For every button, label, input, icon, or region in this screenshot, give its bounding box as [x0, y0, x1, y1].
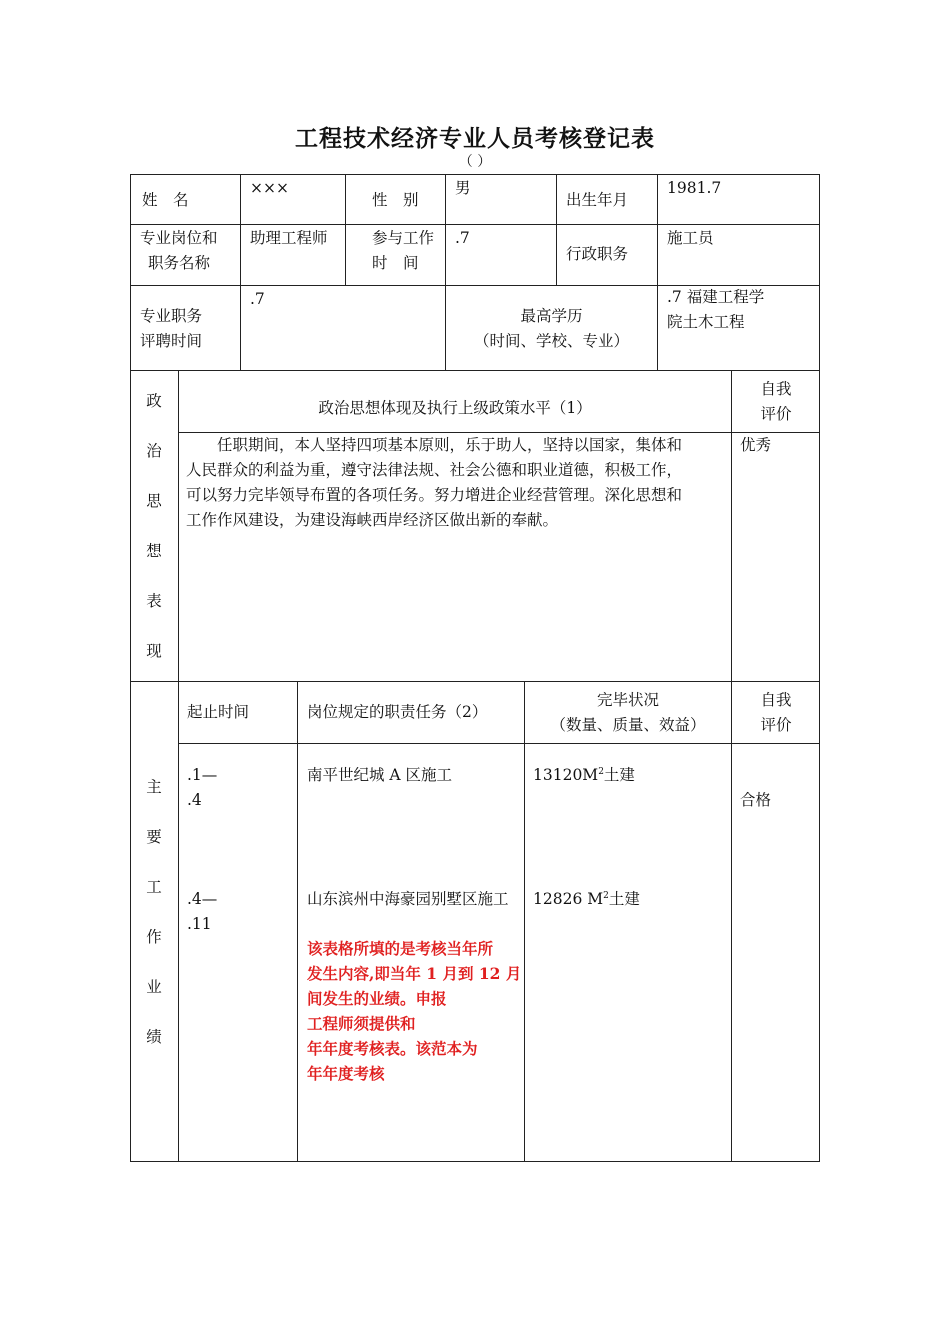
work-row-task: 山东滨州中海豪园别墅区施工	[307, 890, 509, 908]
political-side-char: 思	[146, 492, 162, 510]
work-row-task: 南平世纪城 A 区施工	[307, 766, 453, 784]
work-self-label-line1: 自我	[760, 691, 792, 709]
work-side-char: 要	[146, 828, 162, 846]
col-header-status-line1: 完毕状况	[596, 691, 659, 709]
political-header: 政治思想体现及执行上级政策水平（1）	[318, 399, 592, 417]
note-line: 发生内容,即当年 1 月到 12 月	[307, 964, 522, 983]
political-self-label-line2: 评价	[760, 405, 792, 423]
political-side-char: 现	[146, 642, 162, 660]
status-value: 12826 M	[533, 890, 604, 908]
work-start-label-line2: 时 间	[372, 254, 419, 272]
work-row-time-start: .1—	[187, 766, 218, 784]
work-row-status	[533, 887, 640, 912]
work-side-char: 工	[146, 878, 162, 896]
col-divider	[657, 285, 658, 370]
table-border-bottom	[130, 1161, 820, 1162]
name-label: 姓 名	[142, 191, 189, 209]
col-divider	[524, 681, 525, 1162]
work-row-time-end: .4	[187, 791, 202, 809]
note-line: 年年度考核	[307, 1064, 385, 1083]
row-divider	[130, 681, 820, 682]
gender-label: 性 别	[372, 191, 419, 209]
work-side-char: 业	[146, 978, 162, 996]
col-header-time: 起止时间	[187, 703, 250, 721]
col-divider	[345, 174, 346, 285]
political-side-char: 表	[146, 592, 162, 610]
birth-value: 1981.7	[667, 179, 722, 197]
assessment-table	[130, 174, 820, 1162]
gender-value: 男	[455, 179, 471, 197]
document-title: 工程技术经济专业人员考核登记表	[295, 125, 655, 152]
hire-label-line2: 评聘时间	[140, 332, 203, 350]
col-divider	[297, 681, 298, 1162]
col-divider	[240, 174, 241, 370]
edu-label-line2: （时间、学校、专业）	[473, 332, 629, 350]
work-side-char: 绩	[146, 1028, 162, 1046]
political-self-label-line1: 自我	[760, 380, 792, 398]
post-value: 助理工程师	[250, 229, 328, 247]
table-border-top	[130, 174, 820, 175]
status-unit-superscript: 2	[603, 890, 609, 901]
name-value: ×××	[250, 179, 289, 197]
political-text-line: 工作作风建设，为建设海峡西岸经济区做出新的奉献。	[186, 511, 559, 529]
col-header-status-line2: （数量、质量、效益）	[550, 716, 706, 734]
table-border-left	[130, 174, 131, 1162]
work-start-label-line1: 参与工作	[372, 229, 435, 247]
work-row-time-end: .11	[187, 915, 212, 933]
political-side-char: 治	[146, 442, 162, 460]
table-border-right	[819, 174, 820, 1162]
col-divider	[731, 370, 732, 1162]
document-subtitle: （ ）	[458, 154, 492, 170]
political-rating: 优秀	[740, 436, 772, 454]
edu-label-line1: 最高学历	[520, 307, 583, 325]
status-type: 土建	[608, 890, 640, 908]
post-label-line2: 职务名称	[148, 254, 211, 272]
birth-label: 出生年月	[566, 191, 629, 209]
work-row-status	[533, 763, 635, 788]
political-text-line: 可以努力完毕领导布置的各项任务。努力增进企业经营管理。深化思想和	[186, 486, 683, 504]
political-side-char: 想	[146, 542, 162, 560]
admin-value: 施工员	[667, 229, 714, 247]
col-divider	[556, 174, 557, 285]
row-divider	[178, 743, 820, 744]
note-line: 年年度考核表。该范本为	[307, 1039, 478, 1058]
note-line: 间发生的业绩。申报	[307, 989, 447, 1008]
note-line: 工程师须提供和	[307, 1014, 416, 1033]
col-divider	[657, 174, 658, 285]
admin-label: 行政职务	[566, 245, 629, 263]
political-side-char: 政	[146, 392, 162, 410]
work-side-char: 主	[146, 778, 162, 796]
work-self-label-line2: 评价	[760, 716, 792, 734]
work-side-char: 作	[146, 928, 162, 946]
hire-label-line1: 专业职务	[140, 307, 203, 325]
work-rating: 合格	[740, 791, 772, 809]
political-text-line: 任职期间，本人坚持四项基本原则，乐于助人，坚持以国家，集体和	[186, 436, 683, 454]
col-header-task: 岗位规定的职责任务（2）	[307, 703, 488, 721]
row-divider	[130, 224, 820, 225]
edu-value-line2: 院土木工程	[667, 313, 745, 331]
hire-value: .7	[250, 290, 265, 308]
post-label-line1: 专业岗位和	[140, 229, 218, 247]
work-start-value: .7	[455, 229, 470, 247]
status-unit-superscript: 2	[598, 766, 604, 777]
status-type: 土建	[603, 766, 635, 784]
status-value: 13120M	[533, 766, 599, 784]
edu-value-line1: .7 福建工程学	[667, 288, 765, 306]
work-row-time-start: .4—	[187, 890, 218, 908]
note-line: 该表格所填的是考核当年所	[307, 939, 494, 958]
row-divider	[130, 370, 820, 371]
col-divider	[178, 370, 179, 1162]
political-text-line: 人民群众的利益为重，遵守法律法规、社会公德和职业道德，积极工作，	[186, 461, 683, 479]
